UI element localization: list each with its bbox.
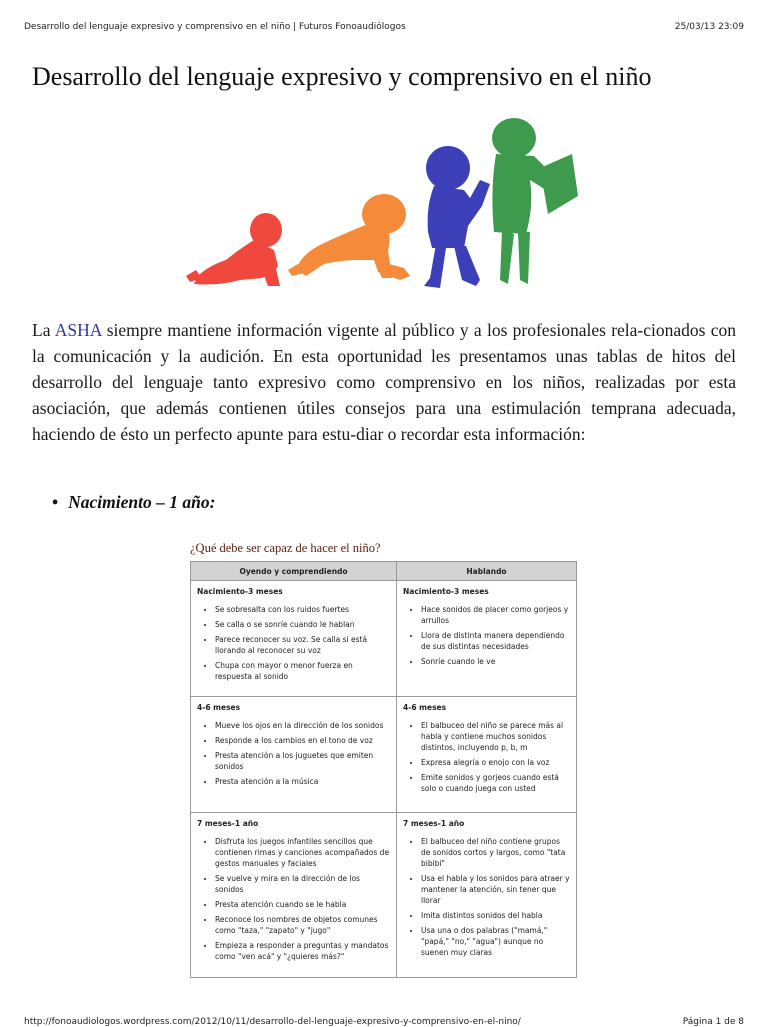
milestone-item: • Responde a los cambios en el tono de voz: [215, 735, 390, 746]
milestone-item: • Emite sonidos y gorjeos cuando está solo o cuando juega con usted: [421, 772, 570, 794]
milestones-table: [190, 561, 577, 978]
asha-link[interactable]: ASHA: [54, 320, 102, 340]
milestone-item: • Chupa con mayor o menor fuerza en respuesta al sonido: [215, 660, 390, 682]
baby-silhouette-icon: [186, 213, 282, 286]
intro-paragraph: La ASHA siempre mantiene información vigente al público y a los profesionales rela-cionados con la comunicación y la audición. En esta oportunidad les presentamos unas tablas de hitos del desarrollo del lenguaje tanto expresivo como comprensivo en los niños, realizadas por esta asociación, que además contienen útiles consejos para una estimulación temprana adecuada, haciendo de ésto un perfecto apunte para estu-diar o recordar esta información:: [32, 320, 736, 444]
milestone-item: • Hace sonidos de placer como gorjeos y arrullos: [421, 604, 570, 626]
milestone-item: • Usa una o dos palabras ("mamá," "papá," "no," "agua") aunque no suenen muy claras: [421, 925, 570, 958]
milestone-list: [403, 604, 570, 667]
milestone-item: • Presta atención a los juguetes que emiten sonidos: [215, 750, 390, 772]
milestone-item: • Parece reconocer su voz. Se calla si está llorando al reconocer su voz: [215, 634, 390, 656]
table-cell-right: [397, 813, 576, 977]
milestone-list: [403, 836, 570, 958]
table-cell-right: [397, 581, 576, 697]
milestone-item: • Mueve los ojos en la dirección de los sonidos: [215, 720, 390, 731]
milestone-item: • Empieza a responder a preguntas y mandatos como "ven acá" y "¿quieres más?": [215, 940, 390, 962]
article-title: Desarrollo del lenguaje expresivo y comprensivo en el niño: [32, 62, 652, 91]
table-cell-left: [191, 581, 397, 697]
child-reading-silhouette-icon: [492, 118, 578, 284]
print-header: [24, 20, 744, 34]
age-range-heading: 7 meses-1 año: [197, 819, 259, 828]
column-header-speaking: Hablando: [397, 562, 576, 581]
header-page-title: Desarrollo del lenguaje expresivo y comprensivo en el niño | Futuros Fonoaudiólogos: [24, 22, 406, 32]
age-range-heading: Nacimiento-3 meses: [197, 587, 283, 596]
table-title: ¿Qué debe ser capaz de hacer el niño?: [190, 541, 381, 555]
footer-url: http://fonoaudiologos.wordpress.com/2012/10/11/desarrollo-del-lenguaje-expresivo-y-comprensivo-en-el-nino/: [24, 1017, 521, 1027]
milestone-list: [197, 720, 390, 787]
milestone-item: • Expresa alegría o enojo con la voz: [421, 757, 570, 768]
milestone-item: • Imita distintos sonidos del habla: [421, 910, 570, 921]
milestone-item: • El balbuceo del niño se parece más al habla y contiene muchos sonidos distintos, incluyendo p, b, m: [421, 720, 570, 753]
milestone-item: • Presta atención cuando se le habla: [215, 899, 390, 910]
age-range-heading: Nacimiento-3 meses: [403, 587, 489, 596]
milestone-item: • Sonríe cuando le ve: [421, 656, 570, 667]
footer-page-number: Página 1 de 8: [682, 1017, 744, 1027]
milestone-item: • Se sobresalta con los ruidos fuertes: [215, 604, 390, 615]
milestone-item: • Llora de distinta manera dependiendo de sus distintas necesidades: [421, 630, 570, 652]
milestone-item: • Presta atención a la música: [215, 776, 390, 787]
milestone-list: [403, 720, 570, 794]
crawler-silhouette-icon: [288, 194, 410, 280]
header-datetime: 25/03/13 23:09: [674, 22, 744, 32]
age-range-heading: 4-6 meses: [403, 703, 447, 712]
milestone-list: [197, 836, 390, 962]
milestone-list: [197, 604, 390, 682]
milestone-item: • Se calla o se sonríe cuando le hablan: [215, 619, 390, 630]
column-header-listening: Oyendo y comprendiendo: [191, 562, 397, 581]
table-cell-left: [191, 813, 397, 977]
table-cell-left: [191, 697, 397, 813]
toddler-silhouette-icon: [424, 146, 490, 288]
milestone-item: • Usa el habla y los sonidos para atraer y mantener la atención, sin tener que llorar: [421, 873, 570, 906]
age-range-heading: 4-6 meses: [197, 703, 241, 712]
section-bullet: • Nacimiento – 1 año:: [52, 492, 216, 512]
milestone-item: • El balbuceo del niño contiene grupos de sonidos cortos y largos, como "tata bibibi": [421, 836, 570, 869]
age-range-heading: 7 meses-1 año: [403, 819, 465, 828]
milestone-item: • Se vuelve y mira en la dirección de los sonidos: [215, 873, 390, 895]
child-development-silhouettes-image: [178, 110, 588, 302]
milestone-item: • Reconoce los nombres de objetos comunes como "taza," "zapato" y "jugo": [215, 914, 390, 936]
print-footer: [24, 1017, 744, 1027]
milestone-item: • Disfruta los juegos infantiles sencillos que contienen rimas y canciones acompañados de gestos manuales y faciales: [215, 836, 390, 869]
table-cell-right: [397, 697, 576, 813]
